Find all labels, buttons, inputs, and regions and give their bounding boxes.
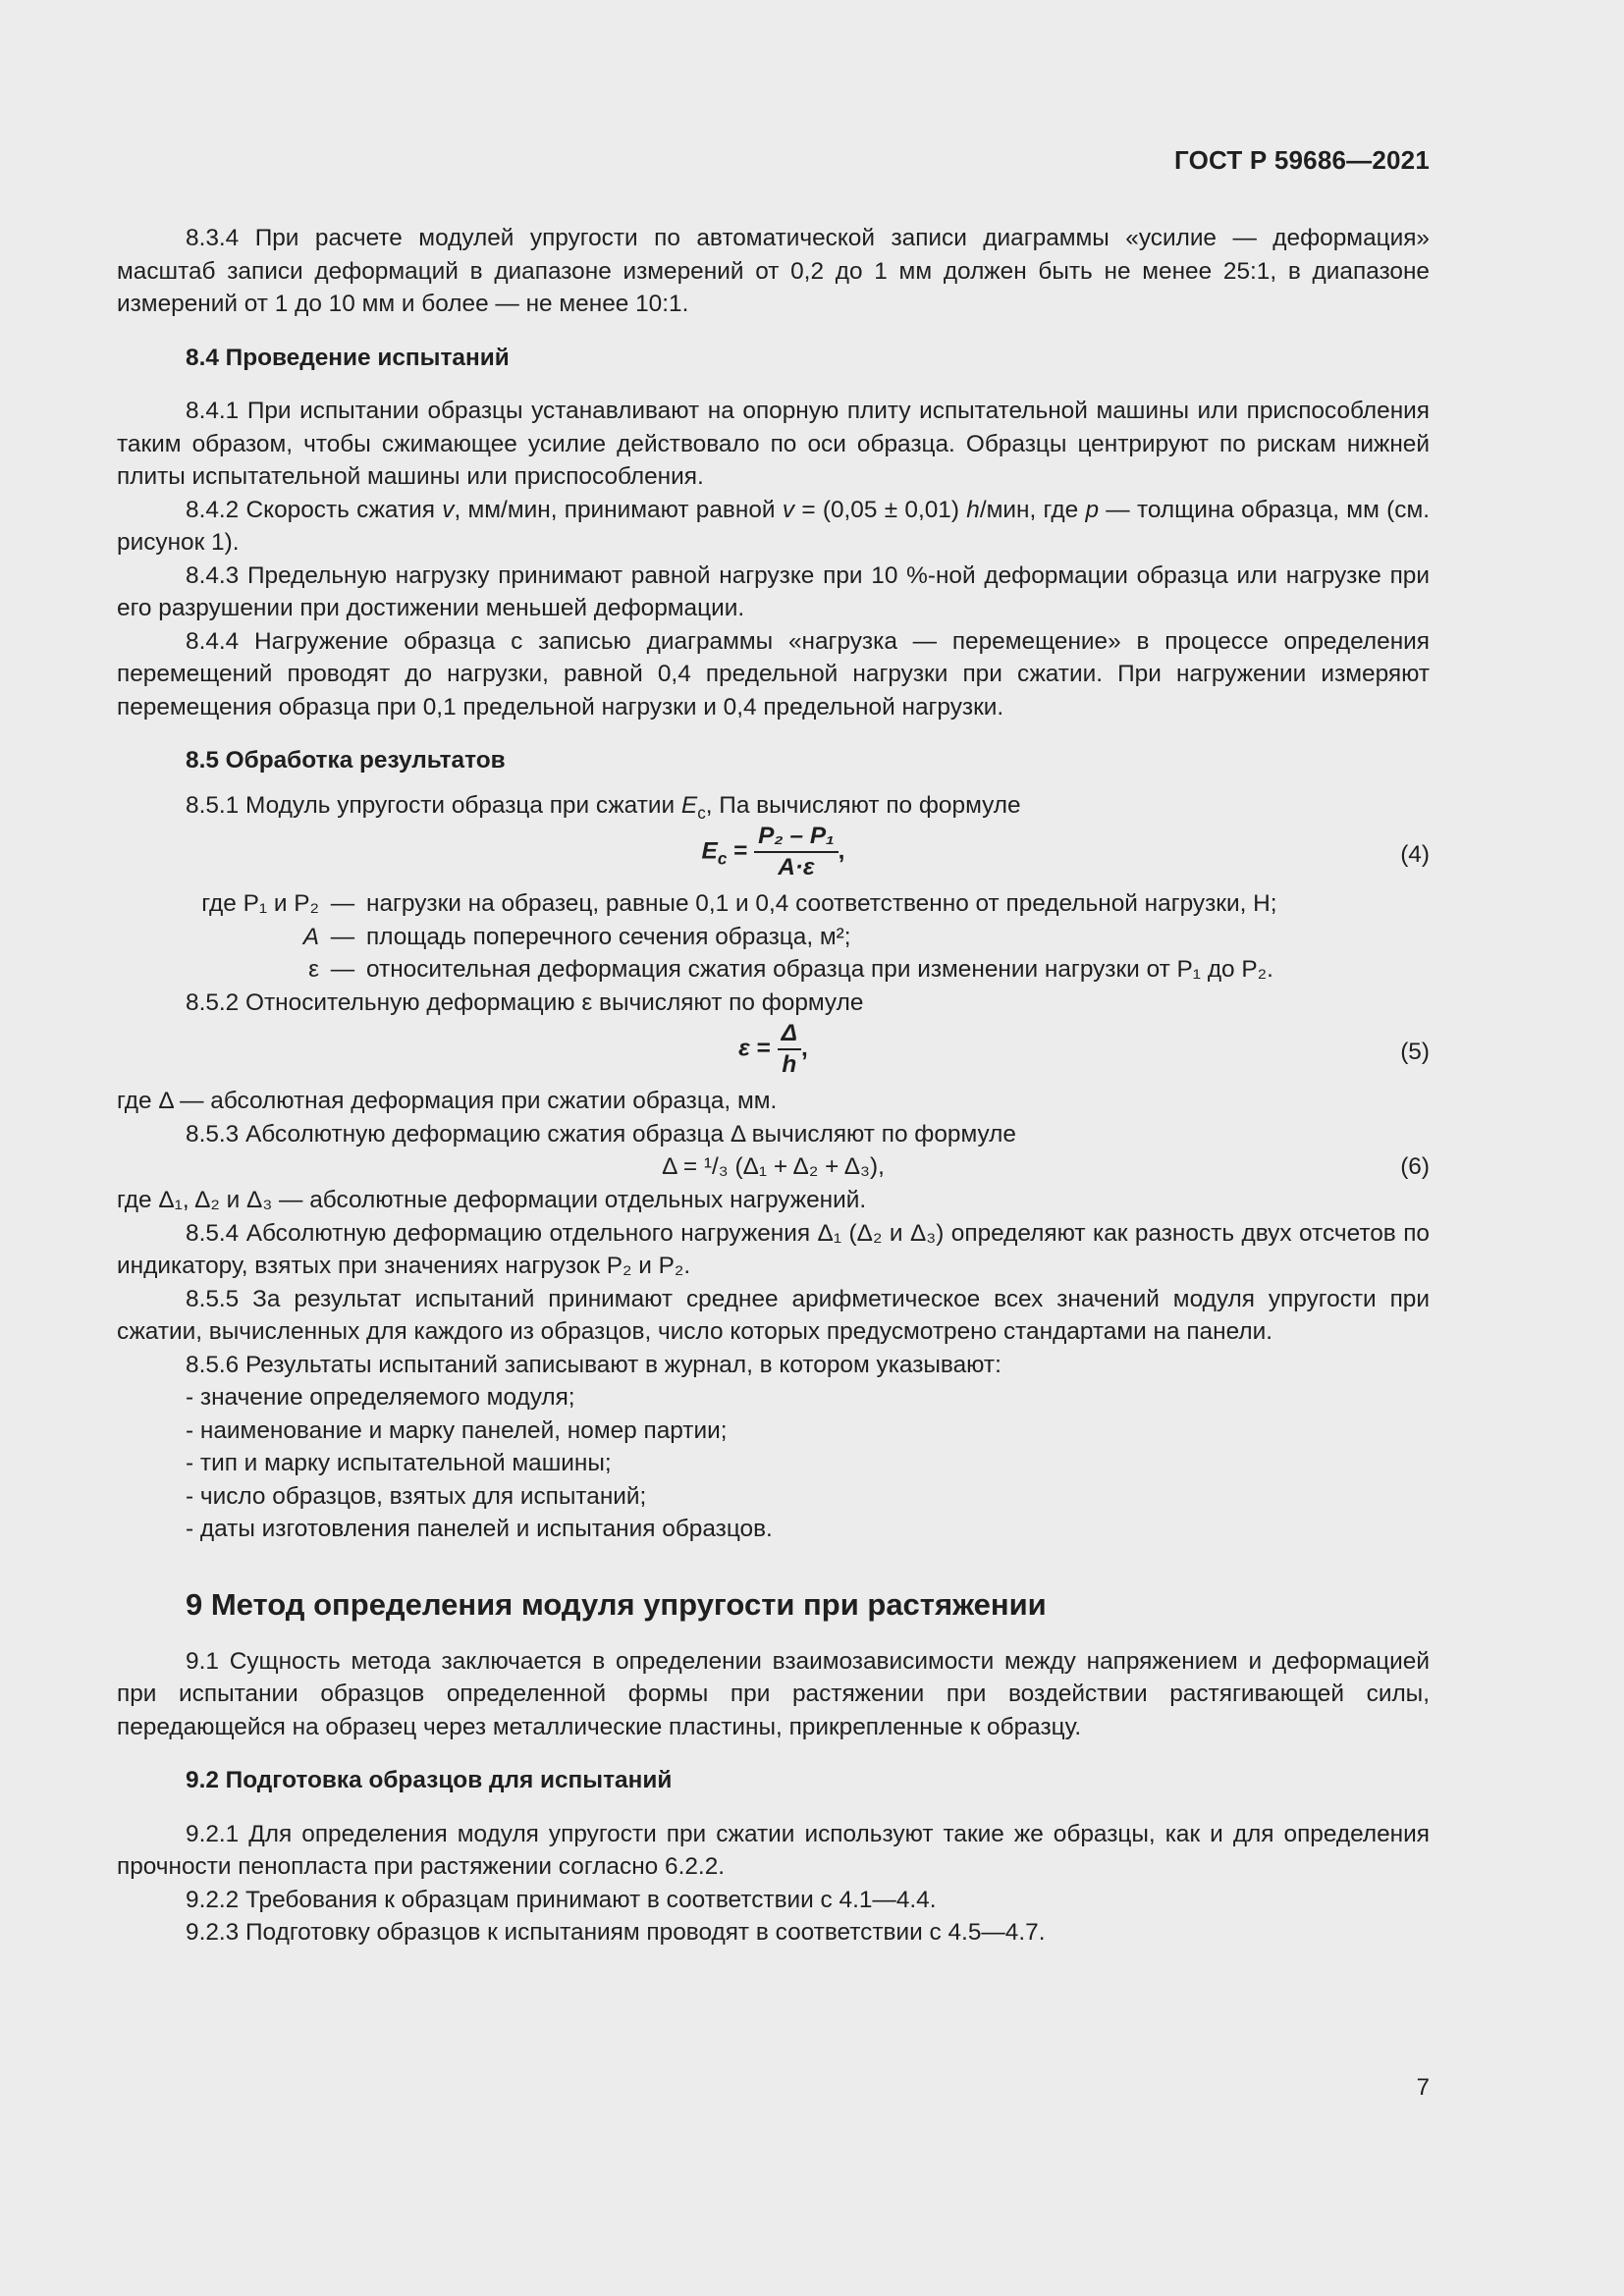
paragraph-8-4-4: 8.4.4 Нагружение образца с записью диаграммы «нагрузка — перемещение» в процессе определения перемещений проводят до нагрузки, равной 0,4 предельной нагрузки при сжатии. При нагружении измеряют перемещения образца при 0,1 предельной нагрузки и 0,4 предельной нагрузки. [117, 627, 1430, 721]
formula-4: $E_c$ = $\frac{\text{P₂ – P₁}}{A\cdot\varepsilon}$ , (4) [701, 823, 1430, 881]
list-item: - значение определяемого модуля; [186, 1384, 575, 1411]
paragraph-8-4-3: 8.4.3 Предельную нагрузку принимают равной нагрузке при 10 %-ной деформации образца или нагрузке при его разрушении при достижении меньшей деформации. [117, 561, 1430, 621]
formula-4-legend [117, 887, 1430, 987]
formula-number: (4) [1400, 841, 1430, 868]
list-item: - наименование и марку панелей, номер партии; [186, 1416, 728, 1444]
paragraph-8-5-5: 8.5.5 За результат испытаний принимают среднее арифметическое всех значений модуля упругости при сжатии, вычисленных для каждого из образцов, число которых предусмотрено стандартами на панели. [117, 1285, 1430, 1345]
paragraph-8-5-4: 8.5.4 Абсолютную деформацию отдельного нагружения Δ₁ (Δ₂ и Δ₃) определяют как разность двух отсчетов по индикатору, взятых при значениях нагрузок P₂ и P₂. [117, 1219, 1430, 1279]
heading-8-5: 8.5 Обработка результатов [186, 747, 506, 774]
formula-6-legend: где Δ₁, Δ₂ и Δ₃ — абсолютные деформации отдельных нагружений. [117, 1187, 867, 1213]
formula-number: (5) [1400, 1039, 1430, 1065]
list-item: - тип и марку испытательной машины; [186, 1450, 612, 1476]
paragraph-9-2-2: 9.2.2 Требования к образцам принимают в соответствии с 4.1—4.4. [186, 1886, 937, 1913]
formula-4-fraction: $\frac{\text{P₂ – P₁}}{A\cdot\varepsilon}$ [754, 822, 839, 882]
formula-5: ε = $\frac{\Delta}{h}$ , (5) [738, 1020, 1430, 1078]
paragraph-8-4-1: 8.4.1 При испытании образцы устанавливают на опорную плиту испытательной машины или приспособления таким образом, чтобы сжимающее усилие действовало по оси образца. Образцы центрируют по рискам нижней плиты испытательной машины или приспособления. [117, 398, 1430, 490]
formula-5-legend: где Δ — абсолютная деформация при сжатии образца, мм. [117, 1088, 778, 1114]
heading-section-9: 9 Метод определения модуля упругости при растяжении [186, 1586, 1047, 1622]
formula-number: (6) [1400, 1153, 1430, 1180]
paragraph-9-2-1: 9.2.1 Для определения модуля упругости при сжатии используют такие же образцы, как и для определения прочности пенопласта при растяжении согласно 6.2.2. [117, 1820, 1430, 1880]
page-body [117, 222, 1430, 1949]
paragraph-8-5-2: 8.5.2 Относительную деформацию ε вычисляют по формуле [186, 988, 864, 1016]
legend-row: A — площадь поперечного сечения образца, м²; [302, 923, 851, 950]
paragraph-9-1: 9.1 Сущность метода заключается в определении взаимозависимости между напряжением и деформацией при испытании образцов определенной формы при растяжении при воздействии растягивающей силы, передающейся на образец через металлические пластины, прикрепленные к образцу. [117, 1647, 1430, 1740]
standard-designation: ГОСТ Р 59686—2021 [1174, 145, 1430, 175]
heading-9-2: 9.2 Подготовка образцов для испытаний [186, 1767, 673, 1793]
paragraph-8-5-6: 8.5.6 Результаты испытаний записывают в журнал, в котором указывают: [186, 1351, 1001, 1378]
legend-row: где P₁ и P₂ — нагрузки на образец, равные 0,1 и 0,4 соответственно от предельной нагрузки, Н; [201, 890, 1277, 917]
formula-5-fraction: $\frac{\Delta}{h}$ [778, 1019, 801, 1080]
paragraph-8-5-1: 8.5.1 Модуль упругости образца при сжатии $E_c$, Па вычисляют по формуле [186, 791, 1021, 823]
paragraph-8-3-4: 8.3.4 При расчете модулей упругости по автоматической записи диаграммы «усилие — деформация» масштаб записи деформаций в диапазоне измерений от 0,2 до 1 мм должен быть не менее 25:1, в диапазоне измерений от 1 до 10 мм и более — не менее 10:1. [117, 225, 1430, 317]
formula-6: Δ = ¹/₃ (Δ₁ + Δ₂ + Δ₃), (6) [117, 1150, 1430, 1184]
heading-8-4: 8.4 Проведение испытаний [186, 344, 510, 371]
paragraph-8-5-3: 8.5.3 Абсолютную деформацию сжатия образца Δ вычисляют по формуле [186, 1120, 1016, 1148]
legend-row: ε — относительная деформация сжатия образца при изменении нагрузки от P₁ до P₂. [308, 956, 1273, 983]
page-number: 7 [1416, 2074, 1430, 2101]
paragraph-8-4-2: 8.4.2 Скорость сжатия v, мм/мин, принимают равной v = (0,05 ± 0,01) h/мин, где p — толщина образца, мм (см. рисунок 1). [117, 496, 1430, 556]
results-list [117, 1381, 1430, 1546]
list-item: - даты изготовления панелей и испытания образцов. [186, 1516, 773, 1542]
list-item: - число образцов, взятых для испытаний; [186, 1482, 647, 1510]
paragraph-9-2-3: 9.2.3 Подготовку образцов к испытаниям проводят в соответствии с 4.5—4.7. [186, 1919, 1046, 1946]
